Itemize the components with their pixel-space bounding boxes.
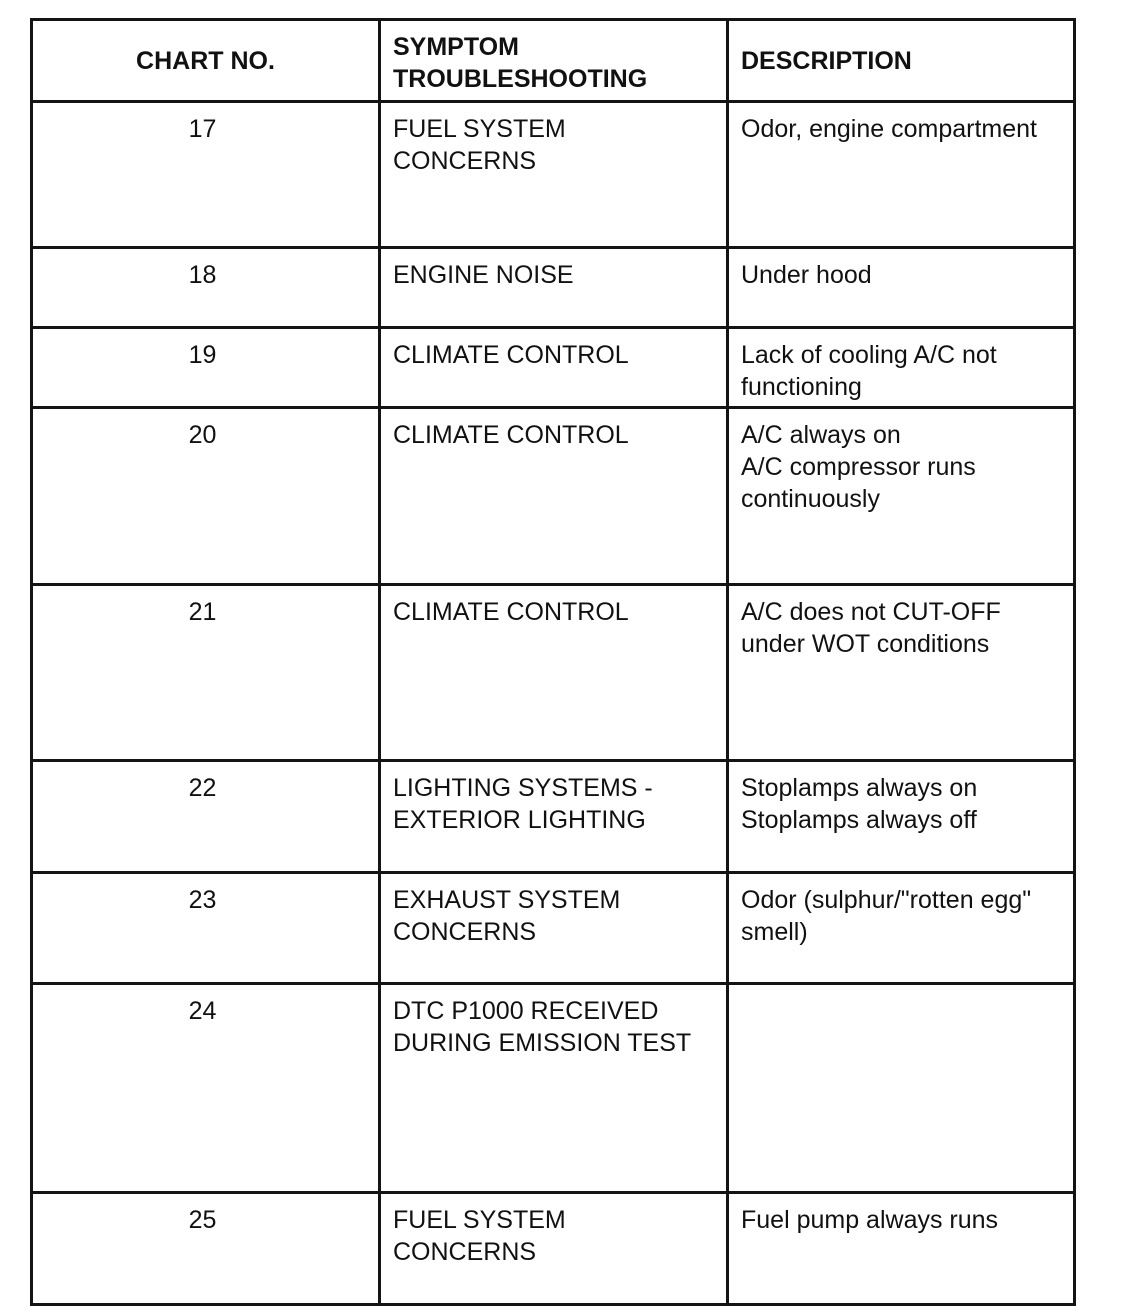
chart-no-cell: [32, 102, 380, 248]
table-row: [32, 1193, 1075, 1305]
symptom-line: LIGHTING SYSTEMS -: [393, 774, 653, 802]
description-line: under WOT conditions: [741, 630, 990, 658]
header-description-label: DESCRIPTION: [741, 46, 912, 75]
chart-no: 19: [188, 341, 217, 369]
symptom-cell: [380, 408, 728, 585]
symptom-cell: [380, 328, 728, 408]
chart-no: 18: [188, 261, 217, 289]
chart-no-cell: [32, 1193, 380, 1305]
table-row: [32, 102, 1075, 248]
symptom-cell: [380, 1193, 728, 1305]
description-line: A/C always on: [741, 421, 901, 449]
chart-rows: [32, 102, 1075, 1305]
description-line: Odor, engine compartment: [741, 115, 1037, 143]
chart-no: 24: [188, 997, 217, 1025]
chart-no-cell: [32, 585, 380, 761]
troubleshooting-chart-table: [30, 18, 1076, 1306]
chart-no: 23: [188, 886, 217, 914]
table-row: [32, 761, 1075, 873]
description-line: A/C compressor runs: [741, 453, 976, 481]
symptom-line: EXHAUST SYSTEM: [393, 886, 621, 914]
description-cell: [728, 873, 1075, 984]
description-line: continuously: [741, 485, 880, 513]
description-line: Odor (sulphur/"rotten egg": [741, 886, 1032, 914]
table-row: [32, 408, 1075, 585]
description-line: Stoplamps always on: [741, 774, 978, 802]
header-symptom-line2: TROUBLESHOOTING: [393, 64, 648, 93]
description-cell: [728, 102, 1075, 248]
symptom-line: DURING EMISSION TEST: [393, 1029, 692, 1057]
table-row: [32, 248, 1075, 328]
description-cell: [728, 328, 1075, 408]
chart-no-cell: [32, 248, 380, 328]
symptom-line: ENGINE NOISE: [393, 261, 574, 289]
chart-no: 21: [188, 598, 217, 626]
header-row: [32, 20, 1075, 102]
header-symptom-line1: SYMPTOM: [393, 32, 519, 61]
symptom-line: CLIMATE CONTROL: [393, 598, 629, 626]
description-line: A/C does not CUT-OFF: [741, 598, 1001, 626]
description-cell: [728, 761, 1075, 873]
description-cell: [728, 585, 1075, 761]
symptom-cell: [380, 248, 728, 328]
chart-no-cell: [32, 984, 380, 1193]
symptom-line: CONCERNS: [393, 918, 537, 946]
chart-no: 20: [188, 421, 217, 449]
chart-no: 22: [188, 774, 217, 802]
description-cell: [728, 248, 1075, 328]
header-chart-no: [32, 20, 380, 102]
symptom-line: DTC P1000 RECEIVED: [393, 997, 659, 1025]
table-row: [32, 328, 1075, 408]
table-row: [32, 984, 1075, 1193]
symptom-line: FUEL SYSTEM: [393, 115, 566, 143]
symptom-cell: [380, 585, 728, 761]
table-row: [32, 585, 1075, 761]
chart-no: 25: [188, 1206, 217, 1234]
symptom-line: CONCERNS: [393, 147, 537, 175]
description-cell: [728, 408, 1075, 585]
header-symptom: [380, 20, 728, 102]
description-cell: [728, 984, 1075, 1193]
chart-no-cell: [32, 873, 380, 984]
description-line: Stoplamps always off: [741, 806, 977, 834]
description-line: smell): [741, 918, 808, 946]
table-row: [32, 873, 1075, 984]
chart-no-cell: [32, 408, 380, 585]
symptom-cell: [380, 102, 728, 248]
symptom-line: FUEL SYSTEM: [393, 1206, 566, 1234]
header-description: [728, 20, 1075, 102]
description-line: Fuel pump always runs: [741, 1206, 999, 1234]
description-cell: [728, 1193, 1075, 1305]
symptom-cell: [380, 873, 728, 984]
symptom-cell: [380, 984, 728, 1193]
symptom-cell: [380, 761, 728, 873]
symptom-line: CONCERNS: [393, 1238, 537, 1266]
chart-no-cell: [32, 761, 380, 873]
description-line: Lack of cooling A/C not: [741, 341, 997, 369]
header-chart-no-label: CHART NO.: [136, 46, 275, 75]
symptom-line: EXTERIOR LIGHTING: [393, 806, 646, 834]
chart-no: 17: [188, 115, 217, 143]
symptom-line: CLIMATE CONTROL: [393, 341, 629, 369]
description-line: functioning: [741, 373, 862, 401]
symptom-line: CLIMATE CONTROL: [393, 421, 629, 449]
description-line: Under hood: [741, 261, 872, 289]
chart-no-cell: [32, 328, 380, 408]
